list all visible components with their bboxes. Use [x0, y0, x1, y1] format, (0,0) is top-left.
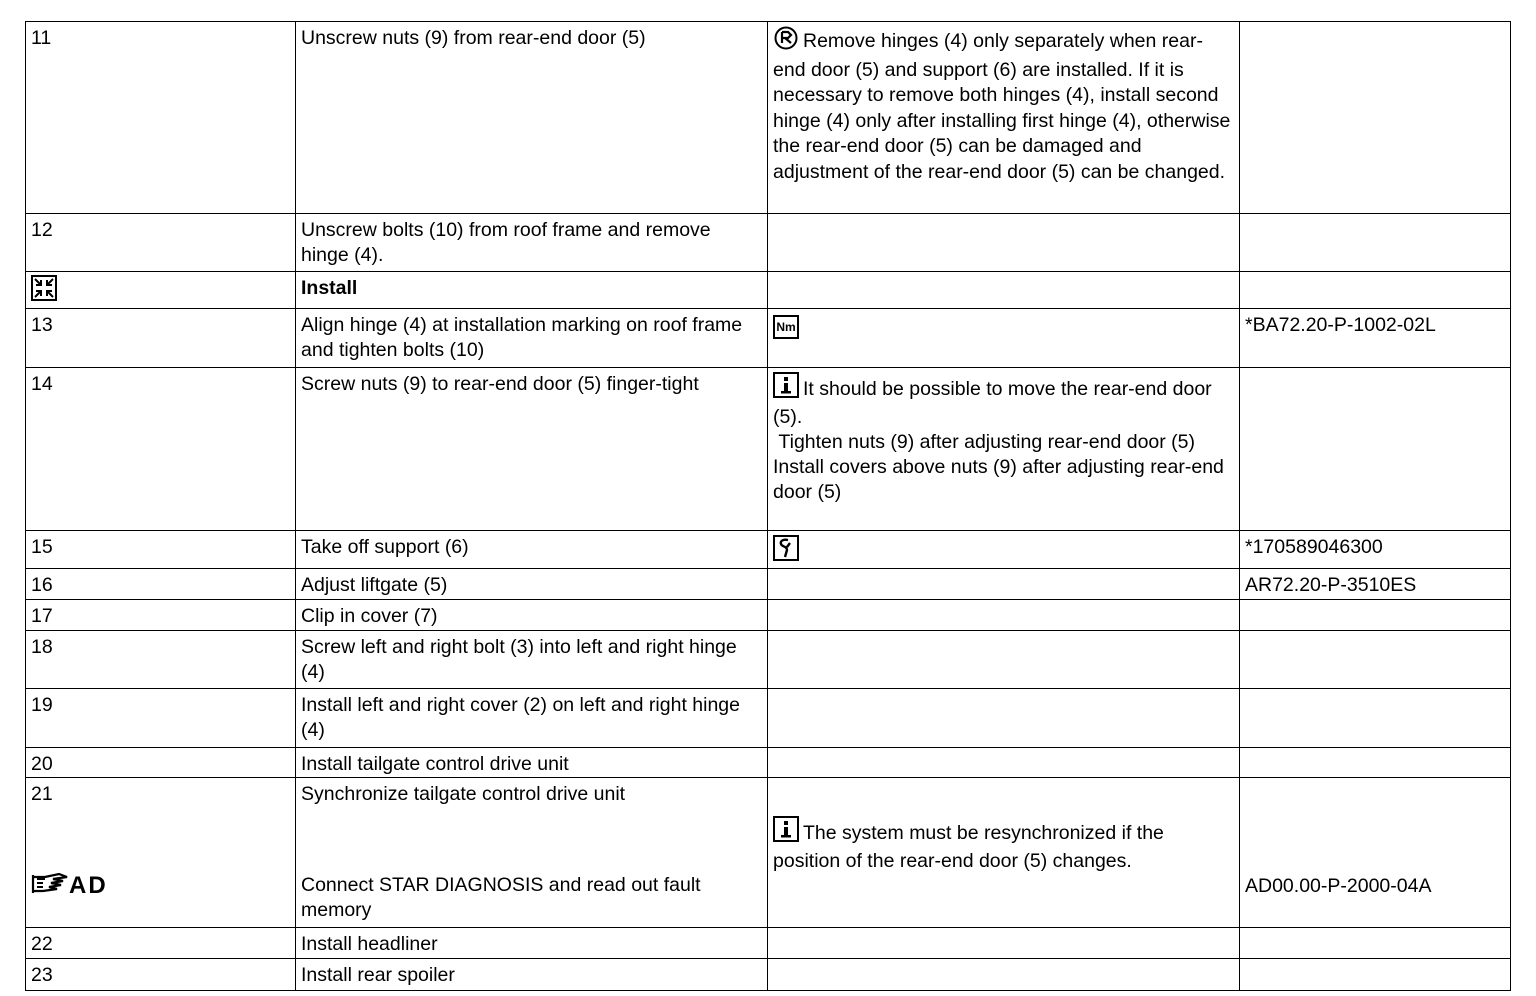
step-number: 21 — [31, 783, 53, 805]
step-number: 18 — [26, 631, 296, 689]
step-number: 14 — [26, 368, 296, 531]
action-cell: Install headliner — [296, 928, 768, 959]
note-cell — [768, 928, 1240, 959]
note-cell — [768, 22, 1240, 214]
reference-cell: *170589046300 — [1240, 531, 1511, 569]
action-cell: Install rear spoiler — [296, 959, 768, 991]
table-row — [26, 928, 1511, 959]
note-cell — [768, 689, 1240, 748]
note-cell — [768, 748, 1240, 778]
table-row — [26, 600, 1511, 631]
action-text: Synchronize tailgate control drive unit — [301, 783, 626, 805]
note-cell — [768, 959, 1240, 991]
diagnosis-step — [31, 871, 290, 902]
action-cell: Install tailgate control drive unit — [296, 748, 768, 778]
table-row — [26, 778, 1511, 928]
note-text: Install covers above nuts (9) after adjusting rear-end door (5) — [773, 456, 1224, 503]
reference-cell — [1240, 368, 1511, 531]
step-number — [26, 272, 296, 309]
reference-cell — [1240, 22, 1511, 214]
table-row — [26, 272, 1511, 309]
torque-icon: Nm — [773, 315, 799, 339]
note-cell — [768, 531, 1240, 569]
step-number: 20 — [26, 748, 296, 778]
table-row — [26, 368, 1511, 531]
install-icon — [31, 275, 57, 308]
diagnosis-hand-icon — [31, 871, 69, 902]
reference-cell — [1240, 631, 1511, 689]
info-icon — [773, 816, 799, 849]
step-number: 12 — [26, 214, 296, 272]
note-cell — [768, 368, 1240, 531]
reference-cell — [1240, 600, 1511, 631]
reference-cell — [1240, 689, 1511, 748]
step-number: 22 — [26, 928, 296, 959]
table-row — [26, 631, 1511, 689]
table-row — [26, 689, 1511, 748]
reference-cell — [1240, 748, 1511, 778]
step-number: 15 — [26, 531, 296, 569]
sub-action-text: Connect STAR DIAGNOSIS and read out fault memory — [301, 874, 701, 921]
action-cell: Unscrew bolts (10) from roof frame and remove hinge (4). — [296, 214, 768, 272]
note-text: Tighten nuts (9) after adjusting rear-end door (5) — [773, 431, 1195, 453]
table-row — [26, 214, 1511, 272]
step-number: 16 — [26, 569, 296, 600]
action-cell: Align hinge (4) at installation marking on roof frame and tighten bolts (10) — [296, 309, 768, 368]
reference-cell — [1240, 272, 1511, 309]
action-cell: Clip in cover (7) — [296, 600, 768, 631]
action-cell: Screw left and right bolt (3) into left and right hinge (4) — [296, 631, 768, 689]
note-text: It should be possible to move the rear-end door (5). — [773, 378, 1212, 428]
note-cell — [768, 309, 1240, 368]
reference-cell — [1240, 778, 1511, 928]
note-cell — [768, 600, 1240, 631]
action-cell — [296, 778, 768, 928]
table-row — [26, 748, 1511, 778]
reference-cell: *BA72.20-P-1002-02L — [1240, 309, 1511, 368]
reference-cell — [1240, 214, 1511, 272]
diagnosis-code: AD — [69, 872, 108, 899]
step-number: 11 — [26, 22, 296, 214]
table-row — [26, 22, 1511, 214]
note-cell — [768, 214, 1240, 272]
reference-text: AD00.00-P-2000-04A — [1245, 875, 1432, 897]
step-number: 17 — [26, 600, 296, 631]
procedure-table — [25, 21, 1511, 991]
table-row — [26, 309, 1511, 368]
action-cell: Screw nuts (9) to rear-end door (5) finger-tight — [296, 368, 768, 531]
note-text: The system must be resynchronized if the position of the rear-end door (5) changes. — [773, 822, 1164, 872]
note-cell — [768, 272, 1240, 309]
action-cell: Adjust liftgate (5) — [296, 569, 768, 600]
action-cell: Install left and right cover (2) on left and right hinge (4) — [296, 689, 768, 748]
reference-cell — [1240, 928, 1511, 959]
step-number — [26, 778, 296, 928]
note-text: Remove hinges (4) only separately when rear-end door (5) and support (6) are installed. If it is necessary to remove both hinges (4), install second hinge (4) only after installing first hinge (4), otherwise the rear-end door (5) can be damaged and adjustment of the rear-end door (5) can be changed. — [773, 30, 1231, 183]
reference-cell: AR72.20-P-3510ES — [1240, 569, 1511, 600]
step-number: 19 — [26, 689, 296, 748]
note-cell — [768, 569, 1240, 600]
info-icon — [773, 372, 799, 405]
special-tool-icon — [773, 535, 799, 568]
note-cell — [768, 631, 1240, 689]
reference-cell — [1240, 959, 1511, 991]
note-cell — [768, 778, 1240, 928]
table-row — [26, 569, 1511, 600]
section-heading: Install — [296, 272, 768, 309]
step-number: 13 — [26, 309, 296, 368]
step-number: 23 — [26, 959, 296, 991]
action-cell: Take off support (6) — [296, 531, 768, 569]
action-cell: Unscrew nuts (9) from rear-end door (5) — [296, 22, 768, 214]
table-row — [26, 531, 1511, 569]
caution-icon — [773, 26, 799, 58]
table-row — [26, 959, 1511, 991]
